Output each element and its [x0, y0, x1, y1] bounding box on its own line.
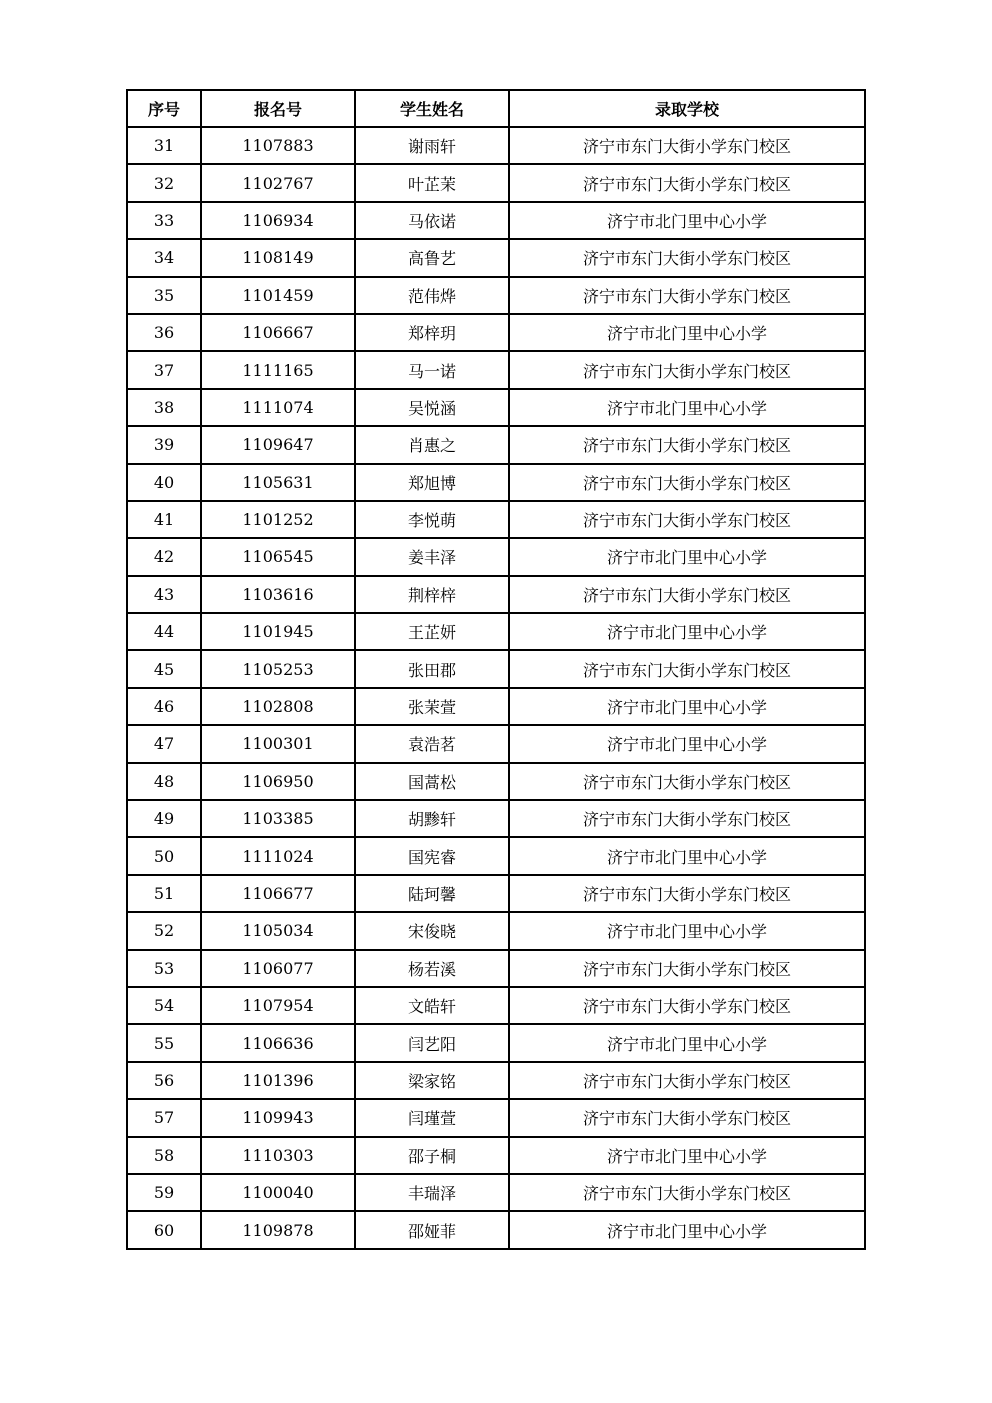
reg-no-cell: 1109943	[201, 1099, 355, 1136]
table-row	[127, 277, 865, 314]
student-name-cell: 闫瑾萱	[355, 1099, 509, 1136]
school-cell: 济宁市北门里中心小学	[509, 613, 865, 650]
table-row	[127, 351, 865, 388]
table-row	[127, 202, 865, 239]
student-name-cell: 马依诺	[355, 202, 509, 239]
school-cell: 济宁市东门大街小学东门校区	[509, 650, 865, 687]
seq-cell: 31	[127, 127, 201, 164]
student-name-cell: 宋俊晓	[355, 912, 509, 949]
reg-no-cell: 1100301	[201, 725, 355, 762]
table-row	[127, 501, 865, 538]
table-row	[127, 1137, 865, 1174]
reg-no-cell: 1101459	[201, 277, 355, 314]
school-cell: 济宁市北门里中心小学	[509, 202, 865, 239]
reg-no-cell: 1109878	[201, 1211, 355, 1248]
reg-no-cell: 1103616	[201, 576, 355, 613]
reg-no-cell: 1103385	[201, 800, 355, 837]
reg-no-cell: 1106677	[201, 875, 355, 912]
school-cell: 济宁市东门大街小学东门校区	[509, 987, 865, 1024]
school-cell: 济宁市北门里中心小学	[509, 725, 865, 762]
school-cell: 济宁市东门大街小学东门校区	[509, 426, 865, 463]
school-cell: 济宁市东门大街小学东门校区	[509, 277, 865, 314]
reg-no-cell: 1106636	[201, 1024, 355, 1061]
table-row	[127, 950, 865, 987]
school-cell: 济宁市东门大街小学东门校区	[509, 127, 865, 164]
school-cell: 济宁市东门大街小学东门校区	[509, 464, 865, 501]
reg-no-cell: 1106934	[201, 202, 355, 239]
student-name-cell: 李悦萌	[355, 501, 509, 538]
student-name-cell: 邵子桐	[355, 1137, 509, 1174]
seq-cell: 44	[127, 613, 201, 650]
reg-no-cell: 1106545	[201, 538, 355, 575]
reg-no-cell: 1105253	[201, 650, 355, 687]
header-seq: 序号	[127, 90, 201, 127]
school-cell: 济宁市北门里中心小学	[509, 1137, 865, 1174]
table-row	[127, 912, 865, 949]
seq-cell: 39	[127, 426, 201, 463]
student-name-cell: 荆梓梓	[355, 576, 509, 613]
seq-cell: 43	[127, 576, 201, 613]
header-row	[127, 90, 865, 127]
school-cell: 济宁市东门大街小学东门校区	[509, 351, 865, 388]
student-name-cell: 丰瑞泽	[355, 1174, 509, 1211]
student-name-cell: 梁家铭	[355, 1062, 509, 1099]
table-row	[127, 538, 865, 575]
school-cell: 济宁市东门大街小学东门校区	[509, 239, 865, 276]
seq-cell: 45	[127, 650, 201, 687]
reg-no-cell: 1111165	[201, 351, 355, 388]
reg-no-cell: 1110303	[201, 1137, 355, 1174]
school-cell: 济宁市东门大街小学东门校区	[509, 576, 865, 613]
table-row	[127, 1024, 865, 1061]
seq-cell: 47	[127, 725, 201, 762]
school-cell: 济宁市东门大街小学东门校区	[509, 164, 865, 201]
reg-no-cell: 1107883	[201, 127, 355, 164]
seq-cell: 38	[127, 389, 201, 426]
student-name-cell: 国蒿松	[355, 763, 509, 800]
student-name-cell: 范伟烨	[355, 277, 509, 314]
table-row	[127, 239, 865, 276]
student-name-cell: 袁浩茗	[355, 725, 509, 762]
table-row	[127, 127, 865, 164]
table-row	[127, 800, 865, 837]
seq-cell: 35	[127, 277, 201, 314]
table-row	[127, 613, 865, 650]
reg-no-cell: 1101945	[201, 613, 355, 650]
table-row	[127, 837, 865, 874]
table-row	[127, 314, 865, 351]
school-cell: 济宁市北门里中心小学	[509, 688, 865, 725]
school-cell: 济宁市东门大街小学东门校区	[509, 1174, 865, 1211]
seq-cell: 58	[127, 1137, 201, 1174]
seq-cell: 32	[127, 164, 201, 201]
table-row	[127, 725, 865, 762]
table-row	[127, 426, 865, 463]
school-cell: 济宁市东门大街小学东门校区	[509, 1062, 865, 1099]
student-name-cell: 吴悦涵	[355, 389, 509, 426]
seq-cell: 48	[127, 763, 201, 800]
header-student-name: 学生姓名	[355, 90, 509, 127]
seq-cell: 56	[127, 1062, 201, 1099]
reg-no-cell: 1107954	[201, 987, 355, 1024]
table-row	[127, 650, 865, 687]
reg-no-cell: 1106667	[201, 314, 355, 351]
reg-no-cell: 1105034	[201, 912, 355, 949]
table-row	[127, 987, 865, 1024]
table-row	[127, 1099, 865, 1136]
school-cell: 济宁市北门里中心小学	[509, 389, 865, 426]
student-name-cell: 邵娅菲	[355, 1211, 509, 1248]
seq-cell: 42	[127, 538, 201, 575]
seq-cell: 41	[127, 501, 201, 538]
table-row	[127, 164, 865, 201]
student-name-cell: 郑旭博	[355, 464, 509, 501]
seq-cell: 46	[127, 688, 201, 725]
reg-no-cell: 1100040	[201, 1174, 355, 1211]
reg-no-cell: 1105631	[201, 464, 355, 501]
table-row	[127, 464, 865, 501]
school-cell: 济宁市东门大街小学东门校区	[509, 800, 865, 837]
header-reg-no: 报名号	[201, 90, 355, 127]
school-cell: 济宁市东门大街小学东门校区	[509, 875, 865, 912]
school-cell: 济宁市东门大街小学东门校区	[509, 1099, 865, 1136]
student-name-cell: 马一诺	[355, 351, 509, 388]
student-name-cell: 陆珂馨	[355, 875, 509, 912]
student-name-cell: 文皓轩	[355, 987, 509, 1024]
student-name-cell: 闫艺阳	[355, 1024, 509, 1061]
seq-cell: 50	[127, 837, 201, 874]
table-row	[127, 688, 865, 725]
table-row	[127, 1062, 865, 1099]
student-name-cell: 叶芷茉	[355, 164, 509, 201]
reg-no-cell: 1102767	[201, 164, 355, 201]
seq-cell: 49	[127, 800, 201, 837]
school-cell: 济宁市北门里中心小学	[509, 314, 865, 351]
table-row	[127, 875, 865, 912]
reg-no-cell: 1101252	[201, 501, 355, 538]
student-name-cell: 国宪睿	[355, 837, 509, 874]
student-name-cell: 肖惠之	[355, 426, 509, 463]
school-cell: 济宁市北门里中心小学	[509, 1211, 865, 1248]
seq-cell: 40	[127, 464, 201, 501]
table-row	[127, 576, 865, 613]
reg-no-cell: 1109647	[201, 426, 355, 463]
seq-cell: 33	[127, 202, 201, 239]
school-cell: 济宁市东门大街小学东门校区	[509, 763, 865, 800]
school-cell: 济宁市北门里中心小学	[509, 837, 865, 874]
seq-cell: 51	[127, 875, 201, 912]
school-cell: 济宁市北门里中心小学	[509, 538, 865, 575]
admission-table	[126, 89, 866, 1250]
reg-no-cell: 1111074	[201, 389, 355, 426]
table-header	[127, 90, 865, 127]
reg-no-cell: 1102808	[201, 688, 355, 725]
seq-cell: 52	[127, 912, 201, 949]
student-name-cell: 张茉萱	[355, 688, 509, 725]
seq-cell: 37	[127, 351, 201, 388]
student-name-cell: 胡黪轩	[355, 800, 509, 837]
seq-cell: 57	[127, 1099, 201, 1136]
reg-no-cell: 1106950	[201, 763, 355, 800]
seq-cell: 36	[127, 314, 201, 351]
seq-cell: 55	[127, 1024, 201, 1061]
seq-cell: 34	[127, 239, 201, 276]
student-name-cell: 郑梓玥	[355, 314, 509, 351]
table-row	[127, 763, 865, 800]
student-name-cell: 谢雨轩	[355, 127, 509, 164]
table-body	[127, 127, 865, 1249]
school-cell: 济宁市北门里中心小学	[509, 1024, 865, 1061]
reg-no-cell: 1106077	[201, 950, 355, 987]
student-name-cell: 王芷妍	[355, 613, 509, 650]
school-cell: 济宁市东门大街小学东门校区	[509, 501, 865, 538]
school-cell: 济宁市东门大街小学东门校区	[509, 950, 865, 987]
reg-no-cell: 1111024	[201, 837, 355, 874]
student-name-cell: 高鲁艺	[355, 239, 509, 276]
seq-cell: 54	[127, 987, 201, 1024]
student-name-cell: 张田郡	[355, 650, 509, 687]
table-row	[127, 389, 865, 426]
seq-cell: 60	[127, 1211, 201, 1248]
reg-no-cell: 1108149	[201, 239, 355, 276]
seq-cell: 59	[127, 1174, 201, 1211]
table-row	[127, 1211, 865, 1248]
student-name-cell: 杨若溪	[355, 950, 509, 987]
header-school: 录取学校	[509, 90, 865, 127]
reg-no-cell: 1101396	[201, 1062, 355, 1099]
table-row	[127, 1174, 865, 1211]
school-cell: 济宁市北门里中心小学	[509, 912, 865, 949]
student-name-cell: 姜丰泽	[355, 538, 509, 575]
seq-cell: 53	[127, 950, 201, 987]
